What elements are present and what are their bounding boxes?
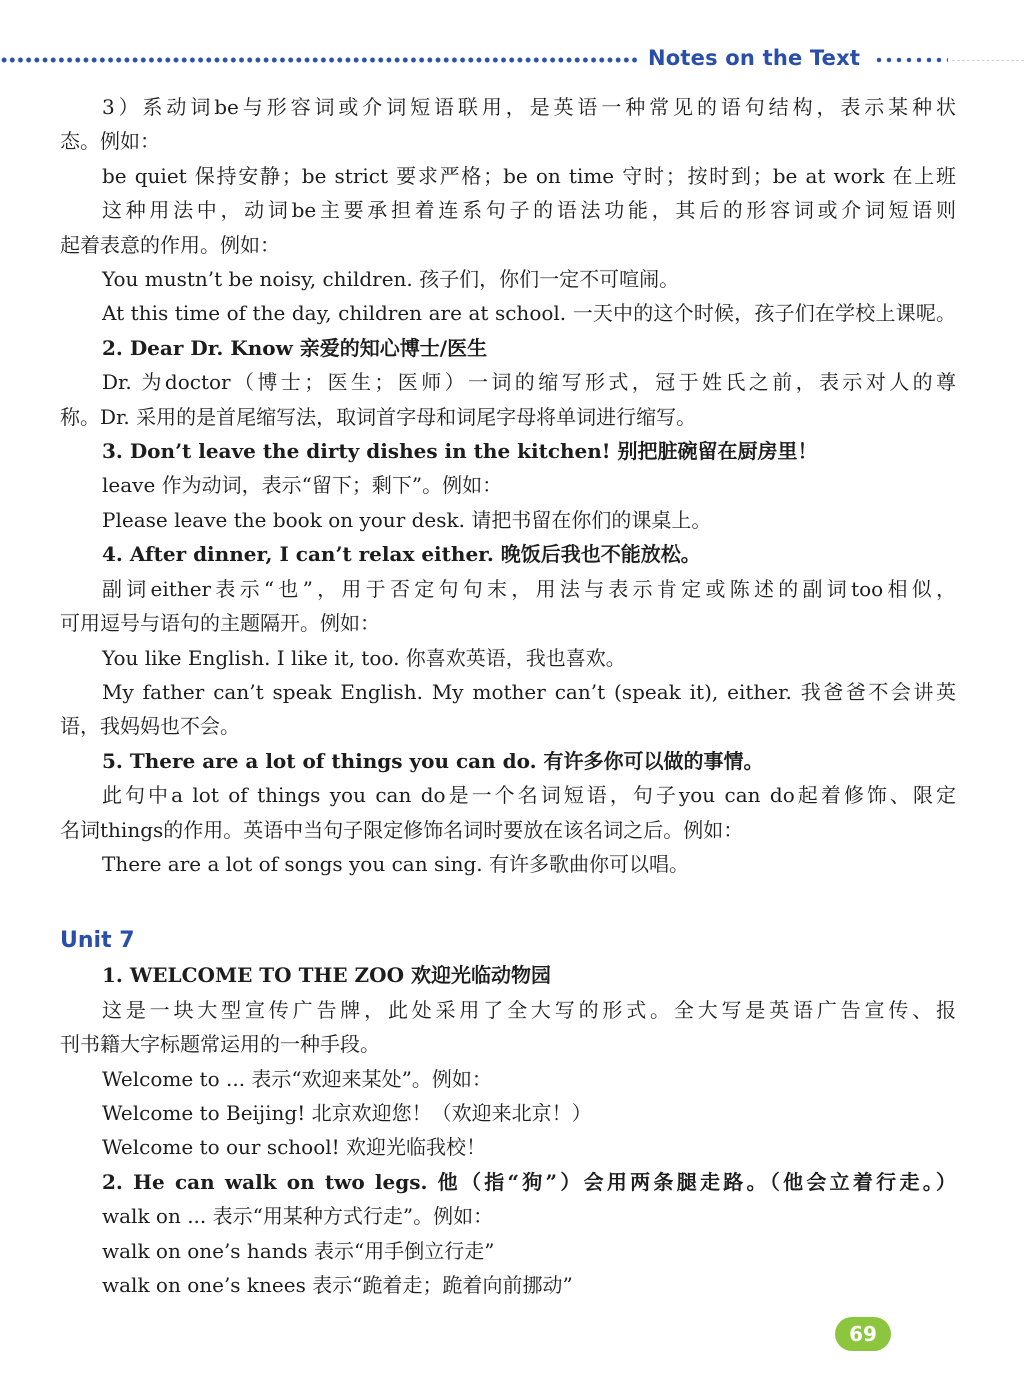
note-text-line: Welcome to ... 表示“欢迎来某处”。例如：: [102, 1066, 492, 1091]
header-trailing-dots: [874, 53, 948, 67]
note-text-line: Please leave the book on your desk. 请把书留在你们的课桌上。: [102, 507, 712, 532]
notes-content: [60, 90, 956, 1302]
note-item-heading: 2. Dear Dr. Know 亲爱的知心博士/医生: [102, 335, 488, 360]
note-text-line: 可用逗号与语句的主题隔开。例如：: [60, 611, 380, 636]
header-dashed-tail: [952, 60, 1024, 61]
unit-heading: Unit 7: [60, 928, 135, 954]
note-text-line: 称。Dr. 采用的是首尾缩写法，取词首字母和词尾字母将单词进行缩写。: [60, 404, 697, 429]
note-text-line: walk on one’s knees 表示“跪着走；跪着向前挪动”: [102, 1273, 573, 1297]
note-text-line: leave 作为动词，表示“留下；剩下”。例如：: [102, 473, 503, 498]
note-text-line: walk on one’s hands 表示“用手倒立行走”: [102, 1238, 495, 1263]
note-item-heading: 1. WELCOME TO THE ZOO 欢迎光临动物园: [102, 963, 551, 988]
note-text-line: Dr. 为doctor（博士；医生；医师）一词的缩写形式，冠于姓氏之前，表示对人的尊: [102, 370, 956, 395]
note-text-line: You mustn’t be noisy, children. 孩子们，你们一定不可喧闹。: [102, 267, 680, 292]
note-text-line: 刊书籍大字标题常运用的一种手段。: [60, 1032, 380, 1057]
note-text-line: 语，我妈妈也不会。: [60, 714, 240, 739]
note-text-line: 此句中a lot of things you can do是一个名词短语，句子you can do起着修饰、限定: [102, 783, 956, 808]
note-text-line: 这是一块大型宣传广告牌，此处采用了全大写的形式。全大写是英语广告宣传、报: [102, 997, 956, 1022]
note-text-line: My father can’t speak English. My mother can’t (speak it), either. 我爸爸不会讲英: [102, 679, 956, 704]
note-item-heading: 3. Don’t leave the dirty dishes in the kitchen! 别把脏碗留在厨房里！: [102, 439, 818, 464]
note-text-line: 起着表意的作用。例如：: [60, 232, 280, 257]
running-header-title: Notes on the Text: [648, 46, 861, 70]
note-text-line: 副词either表示“也”，用于否定句句末，用法与表示肯定或陈述的副词too相似，: [102, 576, 956, 601]
page-number-badge: 69: [835, 1317, 891, 1351]
note-text-line: be quiet 保持安静；be strict 要求严格；be on time 守时；按时到；be at work 在上班: [102, 163, 956, 188]
note-text-line: 这种用法中，动词be主要承担着连系句子的语法功能，其后的形容词或介词短语则: [102, 198, 956, 223]
notes-section-before-unit: [60, 90, 956, 881]
note-text-line: 3）系动词be与形容词或介词短语联用，是英语一种常见的语句结构，表示某种状: [102, 95, 956, 119]
note-text-line: At this time of the day, children are at school. 一天中的这个时候，孩子们在学校上课呢。: [102, 301, 956, 326]
header-dotted-rule: [0, 53, 640, 67]
note-text-line: Welcome to our school! 欢迎光临我校！: [102, 1135, 487, 1160]
note-text-line: walk on ... 表示“用某种方式行走”。例如：: [102, 1204, 494, 1229]
note-item-heading: 2. He can walk on two legs. 他（指“狗”）会用两条腿走路。（他会立着行走。）: [102, 1169, 956, 1194]
note-item-heading: 5. There are a lot of things you can do. 有许多你可以做的事情。: [102, 748, 764, 773]
notes-section-unit-7: [60, 958, 956, 1302]
note-text-line: You like English. I like it, too. 你喜欢英语，我也喜欢。: [102, 645, 626, 670]
note-text-line: There are a lot of songs you can sing. 有许多歌曲你可以唱。: [102, 851, 690, 876]
note-item-heading: 4. After dinner, I can’t relax either. 晚饭后我也不能放松。: [102, 542, 701, 567]
note-text-line: Welcome to Beijing! 北京欢迎您！（欢迎来北京！）: [102, 1100, 592, 1125]
note-text-line: 态。例如：: [60, 129, 160, 154]
note-text-line: 名词things的作用。英语中当句子限定修饰名词时要放在该名词之后。例如：: [60, 817, 744, 842]
